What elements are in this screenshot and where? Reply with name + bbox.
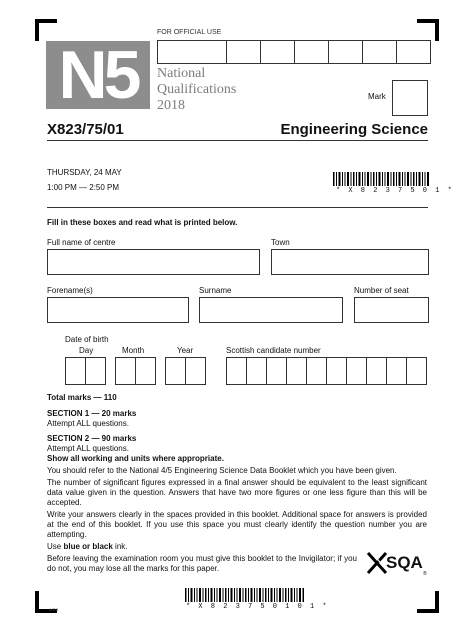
centre-name-field[interactable] <box>47 249 260 275</box>
official-use-box <box>260 40 295 64</box>
digit-box[interactable] <box>306 357 327 385</box>
dob-month-boxes[interactable] <box>115 357 156 385</box>
town-field[interactable] <box>271 249 429 275</box>
day-label: Day <box>79 346 94 355</box>
digit-box[interactable] <box>386 357 407 385</box>
page-code: A/PB <box>49 607 59 612</box>
official-use-box <box>294 40 329 64</box>
mark-label: Mark <box>368 92 386 101</box>
official-use-boxes <box>157 40 431 64</box>
crop-mark-top-left <box>35 19 57 41</box>
digit-box[interactable] <box>246 357 267 385</box>
leaving-note: Before leaving the examination room you must give this booklet to the Invigilator; if you do not, you may lose all the marks for this paper. <box>47 554 357 573</box>
official-use-box <box>328 40 363 64</box>
qualification-name: National Qualifications 2018 <box>157 66 237 113</box>
barcode-top-text: * X 8 2 3 7 5 0 1 * <box>336 187 454 195</box>
digit-box[interactable] <box>115 357 136 385</box>
digit-box[interactable] <box>85 357 106 385</box>
digit-box[interactable] <box>135 357 156 385</box>
section1-title: SECTION 1 — 20 marks <box>47 409 137 418</box>
official-use-box <box>396 40 431 64</box>
form-instruction: Fill in these boxes and read what is printed below. <box>47 218 238 227</box>
crop-mark-bottom-right <box>417 591 439 613</box>
ink-note: Use blue or black ink. <box>47 542 128 551</box>
digit-box[interactable] <box>326 357 347 385</box>
sqa-cross-icon <box>366 551 388 575</box>
seat-number-field[interactable] <box>354 297 429 323</box>
candidate-number-boxes[interactable] <box>226 357 427 385</box>
dob-year-boxes[interactable] <box>165 357 206 385</box>
official-use-box <box>362 40 397 64</box>
dob-label: Date of birth <box>65 335 109 344</box>
answer-space-note: Write your answers clearly in the spaces provided in this booklet. Additional space for answers is provided at the end of this booklet. If you use this space you must clearly identify the question number you are attempting. <box>47 510 427 539</box>
digit-box[interactable] <box>406 357 427 385</box>
digit-box[interactable] <box>226 357 247 385</box>
seat-label: Number of seat <box>354 286 409 295</box>
exam-time: 1:00 PM — 2:50 PM <box>47 183 120 192</box>
barcode-top <box>333 172 429 186</box>
forename-label: Forename(s) <box>47 286 93 295</box>
town-label: Town <box>271 238 290 247</box>
mark-box <box>392 80 428 116</box>
total-marks: Total marks — 110 <box>47 393 117 402</box>
section2-title: SECTION 2 — 90 marks <box>47 434 137 443</box>
official-use-box <box>157 40 227 64</box>
section-rule <box>47 207 428 208</box>
barcode-bottom-text: * X 8 2 3 7 5 0 1 0 1 * <box>186 603 329 611</box>
candidate-number-label: Scottish candidate number <box>226 346 321 355</box>
digit-box[interactable] <box>366 357 387 385</box>
official-use-label: FOR OFFICIAL USE <box>157 29 222 36</box>
centre-label: Full name of centre <box>47 238 116 247</box>
official-use-box <box>226 40 261 64</box>
digit-box[interactable] <box>65 357 86 385</box>
digit-box[interactable] <box>286 357 307 385</box>
crop-mark-top-right <box>417 19 439 41</box>
exam-date-time <box>47 165 122 195</box>
exam-date: THURSDAY, 24 MAY <box>47 168 122 177</box>
digit-box[interactable] <box>185 357 206 385</box>
barcode-bottom <box>185 588 305 602</box>
month-label: Month <box>122 346 145 355</box>
subject-title: Engineering Science <box>280 121 428 138</box>
booklet-reference: You should refer to the National 4/5 Engineering Science Data Booklet which you have been given. <box>47 466 397 475</box>
year-label: Year <box>177 346 194 355</box>
instructions <box>47 393 427 576</box>
working-note: Show all working and units where appropriate. <box>47 454 224 463</box>
digit-box[interactable] <box>266 357 287 385</box>
digit-box[interactable] <box>165 357 186 385</box>
header-rule <box>47 140 428 141</box>
surname-field[interactable] <box>199 297 343 323</box>
digit-box[interactable] <box>346 357 367 385</box>
section2-text: Attempt ALL questions. <box>47 444 129 453</box>
significant-figures-note: The number of significant figures expressed in a final answer should be equivalent to the least significant data value given in the question. Answers that have two more figures or one less figure than this will be accepted. <box>47 478 427 507</box>
level-logo: N5 <box>46 41 150 109</box>
registered-mark: ® <box>423 571 427 577</box>
forename-field[interactable] <box>47 297 189 323</box>
surname-label: Surname <box>199 286 232 295</box>
dob-day-boxes[interactable] <box>65 357 106 385</box>
section1-text: Attempt ALL questions. <box>47 419 129 428</box>
paper-code: X823/75/01 <box>47 121 124 138</box>
